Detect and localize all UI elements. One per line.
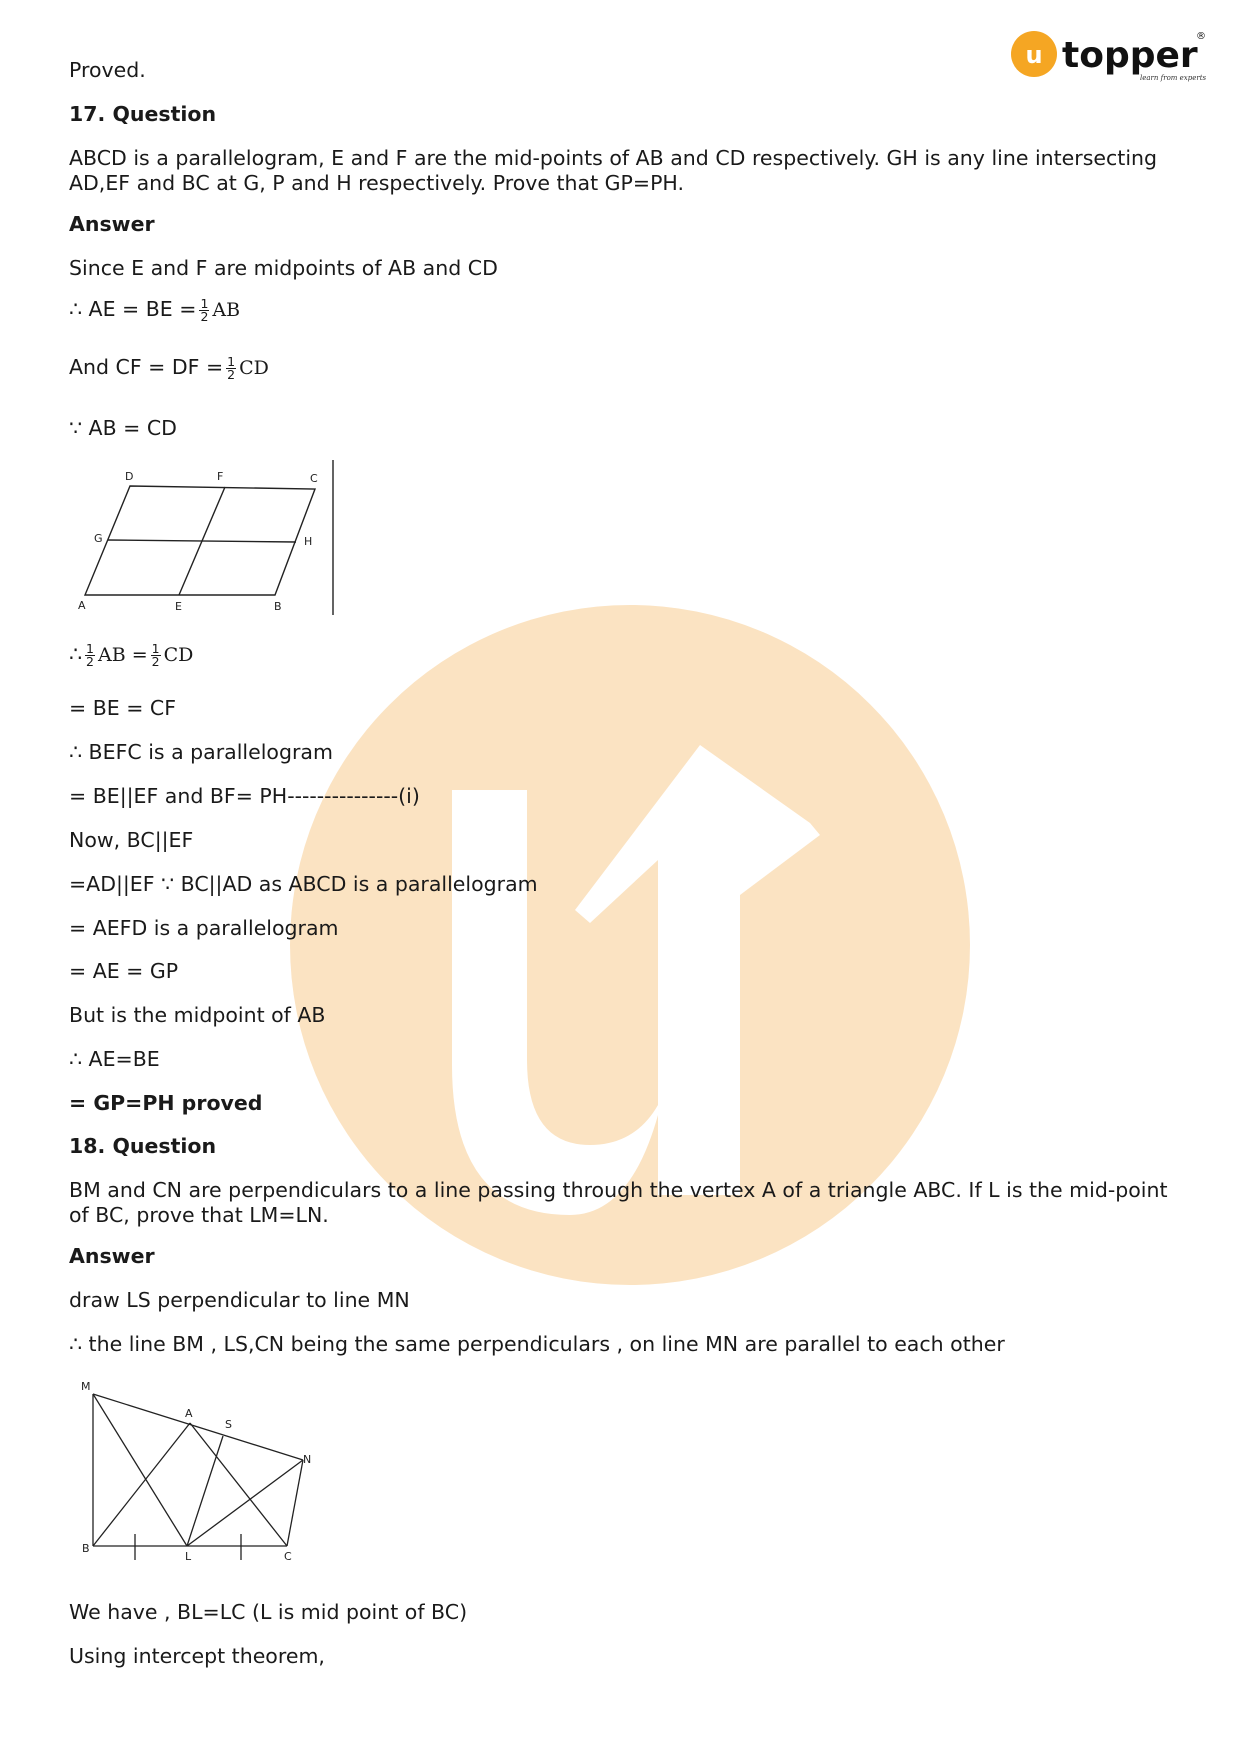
line-cn <box>287 1460 303 1546</box>
answer-line-1: Since E and F are midpoints of AB and CD <box>69 256 498 280</box>
label-f: F <box>217 470 224 483</box>
equation-ae-be: ∴ AE = BE = <box>69 297 197 321</box>
equation-cf-df: And CF = DF = <box>69 355 224 379</box>
answer-line-3 <box>69 355 269 381</box>
equation-ab: AB <box>212 299 241 321</box>
line-ml <box>93 1394 187 1546</box>
line-ln <box>187 1460 303 1546</box>
answer-line-14: ∴ AE=BE <box>69 1047 160 1071</box>
label-b: B <box>274 600 282 613</box>
label-h: H <box>304 535 313 548</box>
question-17-text: ABCD is a parallelogram, E and F are the mid-points of AB and CD respectively. GH is any line intersecting AD,EF and BC at G, P and H respectively. Prove that GP=PH. <box>69 146 1158 195</box>
answer-line-10: =AD||EF ∵ BC||AD as ABCD is a parallelogram <box>69 872 538 896</box>
logo-tagline: learn from experts <box>1140 74 1207 82</box>
answer-line-12: = AE = GP <box>69 959 179 983</box>
label-n: N <box>303 1453 312 1466</box>
line-mn <box>93 1394 303 1460</box>
answer2-line-4: Using intercept theorem, <box>69 1644 325 1668</box>
question-18-text: BM and CN are perpendiculars to a line passing through the vertex A of a triangle ABC. If L is the mid-point of BC, prove that LM=LN. <box>69 1178 1168 1227</box>
answer-line-9: Now, BC||EF <box>69 828 194 852</box>
answer-line-15: = GP=PH proved <box>69 1091 263 1115</box>
answer-line-8: = BE||EF and BF= PH---------------(i) <box>69 784 420 808</box>
question-18-heading: 18. Question <box>69 1134 217 1158</box>
label-d: D <box>125 470 134 483</box>
answer2-line-3: We have , BL=LC (L is mid point of BC) <box>69 1600 468 1624</box>
registered-mark: ® <box>1196 31 1206 42</box>
label-c: C <box>284 1550 292 1563</box>
line-ac <box>190 1423 287 1546</box>
answer2-line-2: ∴ the line BM , LS,CN being the same perpendiculars , on line MN are parallel to each other <box>69 1332 1005 1356</box>
label-c: C <box>310 472 318 485</box>
answer-line-2 <box>69 297 240 323</box>
label-m: M <box>81 1380 91 1393</box>
fraction-half: $\frac{1}{2}$ <box>227 353 236 382</box>
equation-cd: CD <box>239 357 269 379</box>
answer-line-6: = BE = CF <box>69 696 177 720</box>
logo-wordmark: topper <box>1062 35 1198 76</box>
label-a: A <box>185 1407 193 1420</box>
answer-line-11: = AEFD is a parallelogram <box>69 916 339 940</box>
label-e: E <box>175 600 182 613</box>
triangle-perpendicular-figure <box>75 1378 335 1578</box>
parallelogram-figure <box>75 460 345 620</box>
label-g: G <box>94 532 103 545</box>
line-gh <box>108 540 296 542</box>
answer-18-heading: Answer <box>69 1244 155 1268</box>
logo-letter: u <box>1025 41 1043 69</box>
question-17-heading: 17. Question <box>69 102 217 126</box>
fraction-half: $\frac{1}{2}$ <box>86 640 94 669</box>
fraction-half: $\frac{1}{2}$ <box>151 640 160 669</box>
label-a: A <box>78 599 86 612</box>
fraction-half: $\frac{1}{2}$ <box>200 295 209 324</box>
label-l: L <box>185 1550 192 1563</box>
label-s: S <box>225 1418 232 1431</box>
answer-line-4: ∵ AB = CD <box>69 416 177 440</box>
answer-17-heading: Answer <box>69 212 155 236</box>
answer2-line-1: draw LS perpendicular to line MN <box>69 1288 410 1312</box>
label-b: B <box>82 1542 90 1555</box>
brand-logo <box>1010 28 1210 86</box>
answer-line-7: ∴ BEFC is a parallelogram <box>69 740 333 764</box>
answer-line-5: ∴ $\frac{1}{2}$ AB = $\frac{1}{2}$ CD <box>69 640 194 669</box>
proved-text: Proved. <box>69 58 146 82</box>
line-ls <box>187 1436 223 1546</box>
answer-line-13: But is the midpoint of AB <box>69 1003 326 1027</box>
